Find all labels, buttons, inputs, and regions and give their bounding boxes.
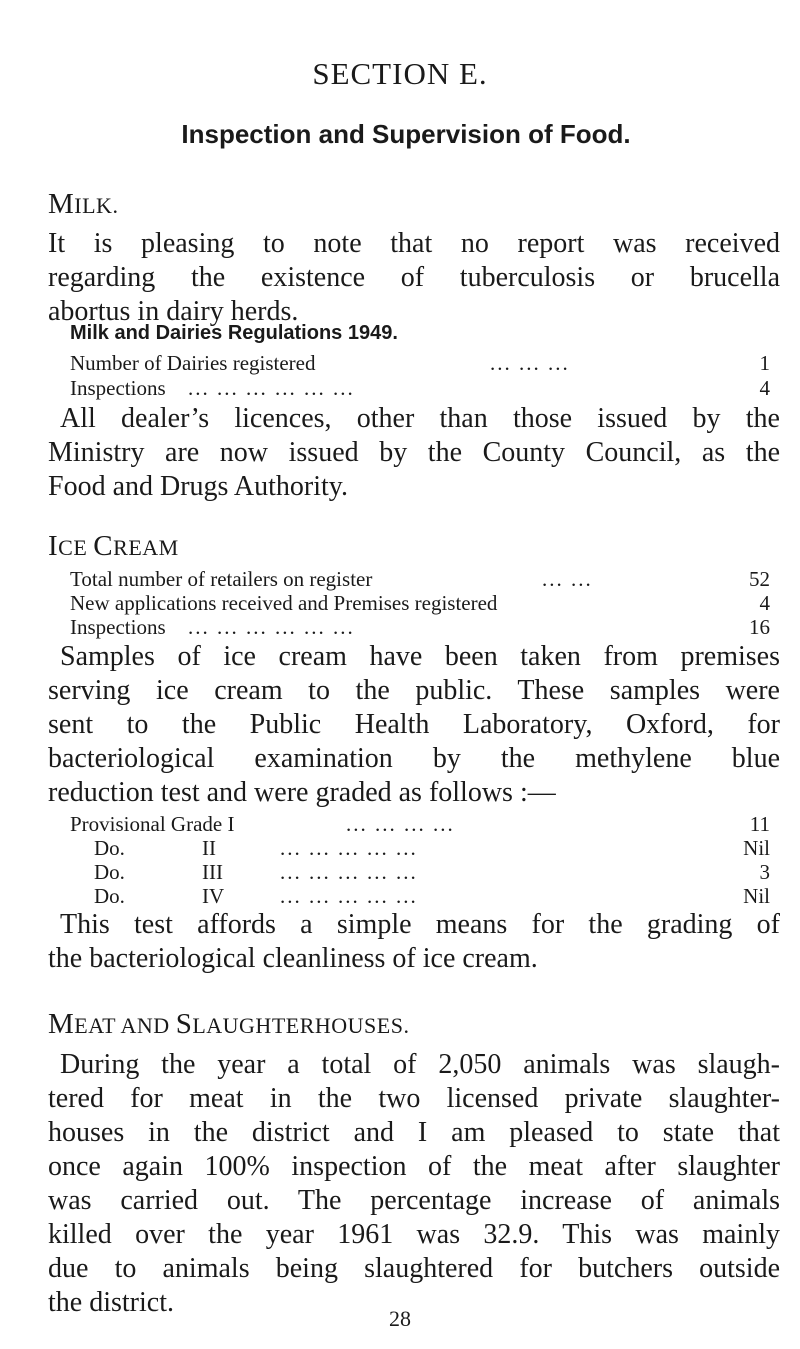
regulations-heading: Milk and Dairies Regulations 1949. <box>70 322 398 344</box>
leader-dots: ... ... ... ... ... <box>280 836 418 860</box>
page-subtitle: Inspection and Supervision of Food. <box>181 119 631 149</box>
row-label: Do. <box>94 884 125 908</box>
meat-paragraph <box>48 1048 780 1320</box>
leader-dots: ... ... ... ... ... <box>280 884 418 908</box>
ice-cream-heading: ICE CREAM <box>48 530 179 562</box>
row-label: Do. <box>94 836 125 860</box>
leader-dots: ... ... ... <box>490 351 570 375</box>
licence-paragraph <box>48 402 780 504</box>
row-value: 4 <box>759 376 770 400</box>
row-value: 4 <box>759 591 770 615</box>
paragraph-line: the bacteriological cleanliness of ice cream. <box>48 943 538 974</box>
row-value: 16 <box>749 615 770 639</box>
row-value: Nil <box>743 836 770 860</box>
paragraph-line: During the year a total of 2,050 animals was slaugh- <box>60 1049 780 1080</box>
paragraph-line: Samples of ice cream have been taken from premises <box>60 641 780 672</box>
paragraph-line: was carried out. The percentage increase of animals <box>48 1185 780 1216</box>
paragraph-line: houses in the district and I am pleased to state that <box>48 1117 780 1148</box>
milk-heading: MILK. <box>48 188 119 220</box>
row-value: 52 <box>749 567 770 591</box>
paragraph-line: the district. <box>48 1287 174 1318</box>
leader-dots: ... ... ... ... ... ... <box>188 615 355 639</box>
conclusion-paragraph <box>48 908 780 976</box>
leader-dots: ... ... ... ... ... ... <box>188 376 355 400</box>
paragraph-line: bacteriological examination by the methylene blue <box>48 743 780 774</box>
leader-dots: ... ... ... ... <box>346 812 455 836</box>
row-label: Do. <box>94 860 125 884</box>
row-label: New applications received and Premises registered <box>70 591 498 615</box>
row-label: Provisional Grade I <box>70 812 235 836</box>
paragraph-line: killed over the year 1961 was 32.9. This was mainly <box>48 1219 780 1250</box>
meat-heading: MEAT AND SLAUGHTERHOUSES. <box>48 1008 410 1040</box>
row-label: Total number of retailers on register <box>70 567 373 591</box>
row-label: Inspections <box>70 376 166 400</box>
section-title: SECTION E. <box>312 56 488 91</box>
leader-dots: ... ... <box>542 567 593 591</box>
paragraph-line: regarding the existence of tuberculosis or brucella <box>48 262 780 293</box>
leader-dots: ... ... ... ... ... <box>280 860 418 884</box>
paragraph-line: due to animals being slaughtered for butchers outside <box>48 1253 780 1284</box>
grade-numeral: II <box>202 836 216 860</box>
row-label: Inspections <box>70 615 166 639</box>
paragraph-line: All dealer’s licences, other than those issued by the <box>60 403 780 434</box>
samples-paragraph <box>48 640 780 810</box>
paragraph-line: reduction test and were graded as follows :— <box>48 777 556 808</box>
paragraph-line: Ministry are now issued by the County Council, as the <box>48 437 780 468</box>
grade-numeral: III <box>202 860 223 884</box>
paragraph-line: tered for meat in the two licensed private slaughter- <box>48 1083 780 1114</box>
page-number: 28 <box>389 1306 411 1331</box>
paragraph-line: once again 100% inspection of the meat after slaughter <box>48 1151 780 1182</box>
row-value: 3 <box>759 860 770 884</box>
row-value: 11 <box>749 812 770 836</box>
row-label: Number of Dairies registered <box>70 351 316 375</box>
paragraph-line: Food and Drugs Authority. <box>48 471 348 502</box>
paragraph-line: abortus in dairy herds. <box>48 296 299 327</box>
paragraph-line: serving ice cream to the public. These samples were <box>48 675 780 706</box>
row-value: 1 <box>759 351 770 375</box>
milk-intro-paragraph <box>48 227 780 329</box>
grade-numeral: IV <box>202 884 225 908</box>
paragraph-line: sent to the Public Health Laboratory, Oxford, for <box>48 709 780 740</box>
paragraph-line: This test affords a simple means for the grading of <box>60 909 780 940</box>
row-value: Nil <box>743 884 770 908</box>
paragraph-line: It is pleasing to note that no report was received <box>48 228 780 259</box>
